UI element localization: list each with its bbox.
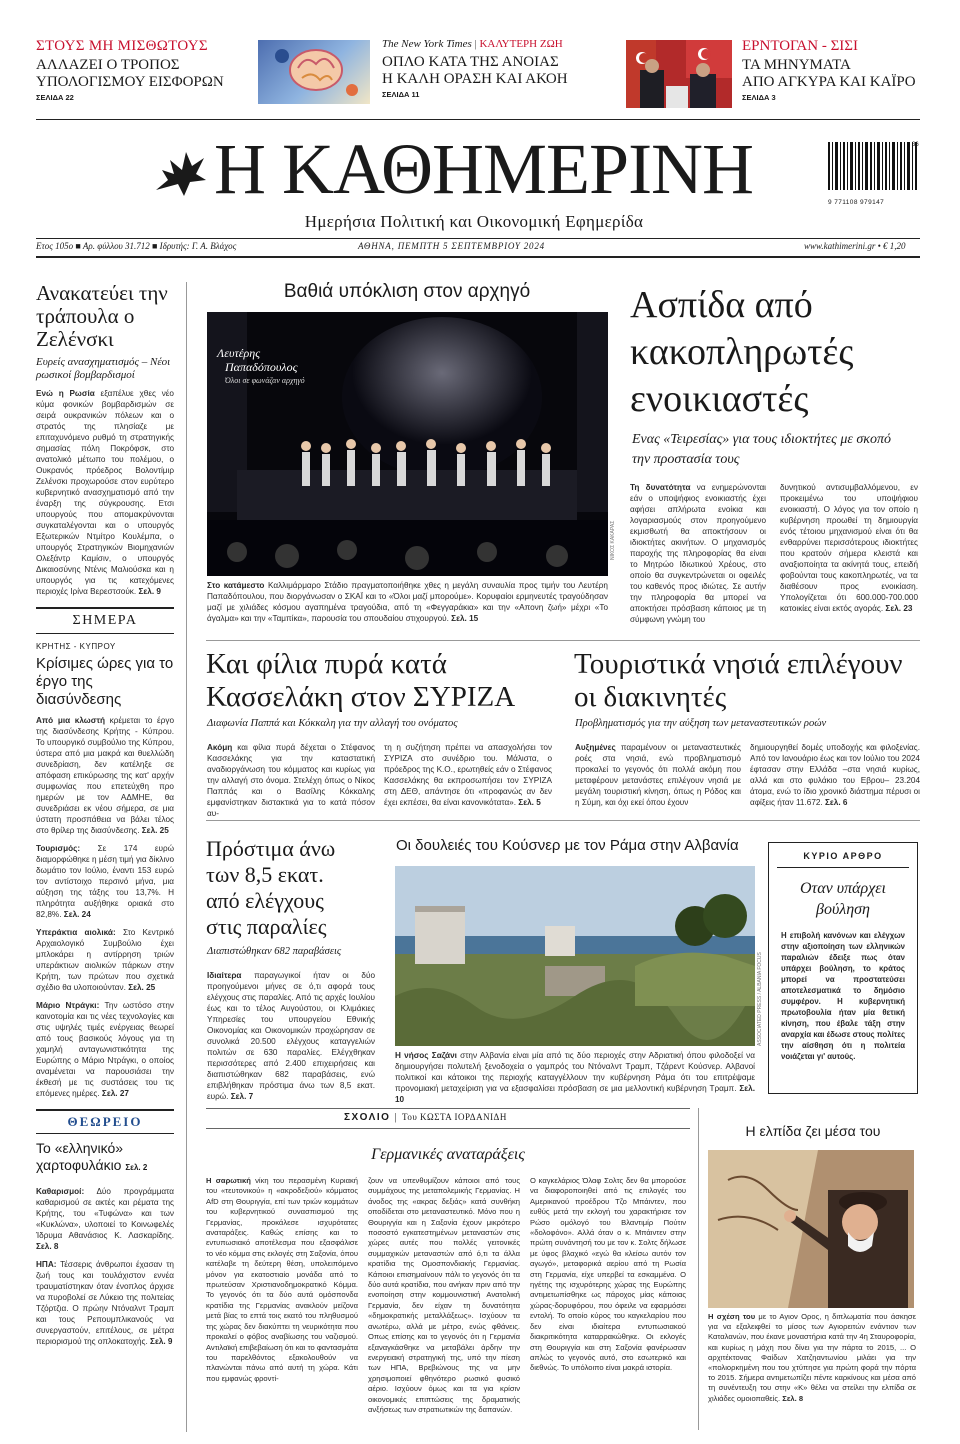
page-reference[interactable]: Σελ. 10 (395, 1084, 755, 1104)
hope-caption: Η σχέση του με το Αγιον Ορος, η διπλωματία που άσκησε για να εξαλειφθεί το μίσος των Αγιορειτών ενάντιον των Καταλανών, που έκανε μοναστήρια κατά την 4η Σταυροφορία, και κυρίως η μάχη που δίνει για την πάρτα το 2015, ... Ο αρχιτέκτονας Φαίδων Χατζηαντωνίου μιλάει για την «πολιορκημένη που του χτύπησε για πρώτη φορά την πόρτα το 2015. Σήμερα αντιμετωπίζει πέντε καρκίνους και μέσα από τη συνέντευξη του στην «Κ» θέλει να στείλει την ελπίδα σε χιλιάδες ομοιοπαθείς. Σελ. 8 (708, 1312, 916, 1403)
comment-headline[interactable]: Γερμανικές αναταράξεις (371, 1146, 525, 1163)
barcode-number: 9 771108 979147 (828, 199, 885, 206)
crete-headline[interactable]: Κρίσιμες ώρες για το έργο της διασύνδεσης (36, 655, 174, 708)
divider (36, 256, 920, 258)
teaser-line: Η ΚΑΛΗ ΟΡΑΣΗ ΚΑΙ ΑΚΟΗ (382, 71, 568, 87)
divider (206, 1128, 690, 1129)
teaser-erdogan[interactable] (742, 38, 932, 110)
comment-col1: Η σαρωτική νίκη του περασμένη Κυριακή του «τευτονικού» η «ακροδεξιού» κόμματος AfD στη Θουριγγία, επί των τριών κομμάτων του κυβερνητικού συνασπισμού της Γερμανίας, προκάλεσε ισχυρότατες αναταράξεις. Καθώς επίσης και το εντυπωσιακό αποτέλεσμα που εξασφάλισε το νέο κόμμα στις εκλογές στη Σαξονία, όπου κατέλαβε τη δεύτερη θέση, υπολειπόμενο μόνον για εκατοστιαίο μονάδα από το πρωτεύσαν Χριστιανοδημοκρατικό Κόμμα. Το γεγονός ότι τα δύο αυτά ομόσπονδα κρατίδια της Γερμανίας ανακλούν μείζονα μετά βίας το επτά τοις εκατό του πληθυσμού της χώρας δεν διακύπτει τη νευρικότητα που προκαλεί ο φόβος αναβίωσης του ναζισμού. Αντιλαϊκή επιβεβαίωση ότι και το φαντασμάτα του παρελθόντος εξακολουθούν να πλανώνται πάνω από αυτή τη χώρα. Κάτι που εμφανώς φροντί- (206, 1176, 358, 1383)
albania-island-photo[interactable] (395, 866, 755, 1046)
concert-overlay-name1: Λευτέρης (217, 346, 261, 360)
concert-headline[interactable]: Βαθιά υπόκλιση στον αρχηγό (283, 281, 531, 302)
tenants-subhead: Ενας «Τειρεσίας» για τους ιδιοκτήτες με σκοπό την προστασία τους (632, 432, 891, 467)
brain-icon (258, 40, 370, 104)
section-divider (36, 633, 174, 634)
divider (36, 238, 920, 239)
barcode-bars (828, 142, 922, 194)
crete-body: Από μια κλωστή κρέμεται το έργο της διασύνδεσης Κρήτης - Κύπρου. Το υπουργικό συμβούλιο της Κύπρου, ύστερα από μια μακρά και θυελλώδη συνεδρίαση, δεν κατέληξε σε απόφαση επικύρωσης της κατ' αρχήν συμφωνίας που επετεύχθη προ ημερών με τον ΑΔΜΗΕ, θα συνεδριάσει εκ νέου σήμερα, σε μια ύστατη προσπάθεια να βάλει τέλος στο θρίλερ της διασύνδεσης. Σελ. 25 (36, 716, 174, 835)
tourism-brief: Τουρισμός: Σε 174 ευρώ διαμορφώθηκε η μέση τιμή για δίκλινο δωμάτιο τον Ιούλιο, έναντι 153 ευρώ τον αντίστοιχο περσινό μήνα, μια αύξηση της τάξης του 13,7%. Η πληρότητα αυξήθηκε οριακά στο 82,8%. Σελ. 24 (36, 844, 174, 919)
brain-illustration (258, 40, 370, 104)
divider (206, 640, 920, 641)
page-reference[interactable]: Σελ. 8 (782, 1393, 804, 1403)
nyt-logo: The New York Times (382, 38, 472, 50)
comment-col3: Ο καγκελάριος Όλαφ Σολτς δεν θα μπορούσε να διαφοροποιηθεί από τις επιλογές του Αμερικανού προέδρου Τζο Μπάιντεν, που ευθύς μετά την εκλογή του χαρακτήρισε τον Ρώσο ομόλογό του Βλαντιμίρ Πούτιν «δολοφόνο». Αλλά όταν ο κ. Μπάιντεν στην πρώτη συνάντησή του με τον κ. Σολτς δήλωσε με ύφος βλαχικό «εγώ θα κλείσω αυτόν τον αγωγό», μεταφορικά αερίου από τη Ρωσία στη Γερμανία, είχε υπερβεί τα εσκαμμένα. Ο ηγέτης της ισχυρότερης χώρας της Ευρώπης αντιμετωπίσθηκε ως πάροχος μίας κάποιας χώρας-δορυφόρου, που όφειλε να εφαρμόσει εντολή. Το οποίο κύρος του καγκελαρίου που δεν είναι ιδιαίτερα εντυπωσιακού διακριτικότητα καταρρακώθηκε. Οι εκλογές στη Θουριγγία και στη Σαξονία φανέρωσαν απλώς το γεγονός αυτό, στο εσωτερικό και διεθνώς. Το υπόλοιπο είναι μακρά ιστορία. (530, 1176, 686, 1373)
column-rule (698, 1108, 699, 1430)
page-reference[interactable]: Σελ. 2 (125, 1163, 148, 1172)
zelenski-subhead: Ευρείς ανασχηματισμός – Νέοι ρωσικοί βομβαρδισμοί (36, 356, 171, 381)
teaser-line: ΤΑ ΜΗΝΥΜΑΤΑ (742, 57, 851, 73)
albania-caption: Η νήσος Σαζάνι στην Αλβανία είναι μία από τις δύο περιοχές στην Αδριατική όπου φιλοδοξεί να δημιουργήσει πολυτελή ξενοδοχεία ο γαμπρός του Ντόναλντ Τραμπ, Τζάρεντ Κούσνερ. Αλβανοί πολιτικοί και κάτοικοι της περιοχής καταγγέλλουν την κυβέρνηση Ράμα ότι του επιτρέψαμε προνομιακή μεταχείριση για να εξασφαλίσει πρόσβαση σε μια μελλοντική κυβέρνηση Τραμπ. Σελ. 10 (395, 1051, 755, 1104)
hope-portrait-photo[interactable] (708, 1150, 914, 1308)
editorial-divider (777, 867, 909, 868)
teaser-line: ΑΛΛΑΖΕΙ Ο ΤΡΟΠΟΣ (36, 57, 180, 73)
comment-label-row: ΣΧΟΛΙΟ | Του ΚΩΣΤΑ ΙΟΡΔΑΝΙΔΗ (344, 1112, 507, 1123)
islands-subhead: Προβληματισμός για την αύξηση των μεταναστευτικών ροών (575, 718, 827, 729)
zelenski-lead: Ενώ η Ρωσία (36, 389, 95, 398)
page-reference[interactable]: Σελ. 24 (63, 910, 91, 919)
section-divider (36, 1133, 174, 1134)
teaser-contributions[interactable] (36, 38, 246, 110)
page-reference[interactable]: Σελ. 25 (141, 826, 169, 835)
concert-stage-graphic (207, 312, 608, 576)
fines-subhead: Διαπιστώθηκαν 682 παραβάσεις (207, 946, 342, 957)
islands-body-col1: Αυξημένες παραμένουν οι μεταναστευτικές ροές στα νησιά, ενώ προβληματισμό προκαλεί το γεγονός ότι πολλά ακόμη που μεταφέρουν μετανάστες επιλέγουν νησιά με μεγάλη τουριστική κίνηση, όπως η Ρόδος και η Σύμη, και όχι εκεί όπου έχουν (575, 743, 741, 807)
concert-overlay-name2: Παπαδόπουλος (225, 360, 298, 374)
teaser-kicker: The New York Times | ΚΑΛΥΤΕΡΗ ΖΩΗ (382, 38, 563, 50)
teaser-dementia[interactable] (382, 38, 602, 110)
usa-brief: ΗΠΑ: Τέσσερις άνθρωποι έχασαν τη ζωή τους και τουλάχιστον εννέα τραυματίστηκαν όταν ένοπλος άρχισε να πυροβολεί σε Λύκειο της πολιτείας Τζόρτζια. Ο πρώην Ντόναλντ Τραμπ και τους Ρεπουμπλικανούς να συνεργαστούν, επιτέλους, σε μέτρα περιορισμού της οπλοκατοχής. Σελ. 9 (36, 1260, 174, 1346)
concert-overlay-quote: Όλοι σε φωνάζαν αρχηγό (225, 376, 305, 385)
islands-body-col2: δημιουργηθεί δομές υποδοχής και φιλοξενίας. Από τον Ιανουάριο έως και τον Ιούλιο του 2024 έφτασαν στην Ελλάδα –στα νησιά κυρίως, αλλά και στο φυλάκιο του Εβρου– 23.204 άτομα, ενώ το ίδιο χρονικό διάστημα πέρυσι οι αφίξεις ήταν 11.672. Σελ. 6 (750, 743, 920, 807)
syriza-headline[interactable]: Και φίλια πυρά κατά Κασσελάκη στον ΣΥΡΙΖΑ (206, 648, 516, 713)
island-landscape (395, 866, 755, 1046)
teaser-kicker: ΕΡΝΤΟΓΑΝ - ΣΙΣΙ (742, 38, 859, 54)
photo-credit: ΝΙΚΟΣ ΚΑΚΑΡΑΣ (610, 520, 616, 560)
teaser-kicker: ΣΤΟΥΣ ΜΗ ΜΙΣΘΩΤΟΥΣ (36, 38, 208, 54)
masthead-logo-bird-icon (148, 140, 210, 200)
hope-headline[interactable]: Η ελπίδα ζει μέσα του (745, 1123, 881, 1139)
page-reference[interactable]: Σελ. 7 (230, 1092, 254, 1101)
tenants-body-col2: δυνητικού αντισυμβαλλόμενου, εν προκειμένω του υποψήφιου ενοικιαστή. Ο λόγος για τον οποίο η κυβέρνηση προωθεί τη δημιουργία ενός τέτοιου μηχανισμού είναι ότι θα ενθαρρύνει περισσότερους ιδιοκτήτες που κρατούν σήμερα κλειστά και αναξιοποίητα τα ακίνητά τους, επειδή φοβούνται τους κακοπληρωτές, να τα διαθέσουν προς ενοικίαση. Υπολογίζεται ότι 600.000-700.000 κατοικίες είναι εκτός αγοράς. Σελ. 23 (780, 483, 918, 613)
concert-photo[interactable] (207, 312, 608, 576)
masthead-title: Η ΚΑΘΗΜΕΡΙΝΗ (214, 129, 754, 209)
barcode (828, 142, 922, 206)
masthead-subtitle: Ημερήσια Πολιτική και Οικονομική Εφημερίδα (304, 212, 644, 231)
islands-headline[interactable]: Τουριστικά νησιά επιλέγουν οι διακινητές (574, 648, 903, 713)
artist-painting-scene (708, 1150, 914, 1308)
page-reference[interactable]: Σελ. 23 (885, 604, 913, 613)
teaser-line: ΥΠΟΛΟΓΙΣΜΟΥ ΕΙΣΦΟΡΩΝ (36, 74, 224, 90)
concert-caption: Στο κατάμεστο Καλλιμάρμαρο Στάδιο πραγματοποιήθηκε χθες η μεγάλη συναυλία προς τιμήν του Λευτέρη Παπαδόπουλου, που διοργάνωσαν ο ΣΚΑΪ και το «Όλοι μαζί μπορούμε». Κορυφαίοι ερμηνευτές τραγούδησαν μαζί με χιλιάδες κόσμου αγαπημένα τραγούδια, από τη «Φεγγαράκια» και την «Απονη ζωή» μέχρι «Το άγαλμα» και την «Ταμπίκα», παρουσία του σπουδαίου στιχουργού. Σελ. 15 (207, 581, 608, 623)
zelenski-headline[interactable]: Ανακατεύει την τράπουλα ο Ζελένσκι (36, 281, 168, 351)
divider (36, 119, 920, 120)
editorial-body: Η επιβολή κανόνων και ελέγχων στην αξιοποίηση των ελληνικών παραλιών έδειξε πως όταν υπάρχει βούληση, το κράτος μπορεί να προστατεύσει αποτελεσματικά το δημόσιο συμφέρον. Η κυβερνητική πρωτοβουλία ήταν μία θετική κίνηση, που έβαλε τάξη στην αναρχία και έδωσε στους πολίτες την αίσθηση ότι η πολιτεία νοιάζεται γι' αυτούς. (781, 931, 905, 1061)
divider (206, 1108, 690, 1109)
editorial-label: ΚΥΡΙΟ ΑΡΘΡΟ (803, 851, 883, 861)
teaser-page: ΣΕΛΙΔΑ 3 (742, 93, 776, 102)
theorio-headline[interactable]: Το «ελληνικό» χαρτοφυλάκιο Σελ. 2 (36, 1140, 148, 1173)
page-reference[interactable]: Σελ. 9 (150, 1337, 173, 1346)
page-reference[interactable]: Σελ. 15 (451, 614, 479, 623)
editorial-headline[interactable]: Οταν υπάρχει βούληση (799, 880, 886, 918)
albania-headline[interactable]: Οι δουλειές του Κούσνερ με τον Ράμα στην Αλβανία (396, 837, 739, 854)
divider (206, 820, 920, 821)
section-divider (36, 1109, 174, 1111)
syriza-body-col1: Ακόμη και φίλια πυρά δέχεται ο Στέφανος Κασσελάκης για την καταστατική αναδιοργάνωση του κόμματος και κυρίως για την αλλαγή στο όνομα. Στελέχη όπως ο Νίκος Παππάς και ο Βασίλης Κόκκαλης εμφανίστηκαν διστακτικά για το κατά πόσον αυ- (207, 743, 375, 818)
dateline-left: Ετος 105ο ■ Αρ. φύλλου 31.712 ■ Ιδρυτής: Γ. Α. Βλάχος (36, 241, 237, 251)
theorio-label: ΘΕΩΡΕΙΟ (67, 1114, 143, 1129)
barcode-issue: 36 (912, 142, 919, 148)
wind-parks-brief: Υπεράκτια αιολικά: Στο Κεντρικό Αρχαιολογικό Συμβούλιο έχει μπλοκάρει η αντίρρηση τριών υπεράκτιων αιολικών πάρκων στην Κρήτη, των πρώτων που σχετικά σχέδιο θα υλοποιούνταν. Σελ. 25 (36, 928, 174, 992)
crete-kicker: ΚΡΗΤΗΣ - ΚΥΠΡΟΥ (36, 642, 116, 651)
column-rule (186, 282, 187, 1432)
editorial-box (768, 842, 918, 1094)
cleanup-brief: Καθαρισμοί: Δύο προγράμματα καθαρισμού σε ακτές και ρέματα της Κρήτης, του «Τυφώνα» και των «Κυκλώνα», υλοποιεί το Κοινωφελές Ίδρυμα Αθανάσιος Κ. Λασκαρίδης. Σελ. 8 (36, 1187, 175, 1251)
page-reference[interactable]: Σελ. 5 (518, 798, 541, 807)
page-reference[interactable]: Σελ. 25 (128, 983, 156, 992)
dateline-center: ΑΘΗΝΑ, ΠΕΜΠΤΗ 5 ΣΕΠΤΕΜΒΡΙΟΥ 2024 (358, 241, 545, 251)
comment-col2: ζουν να υπενθυμίζουν κάποιοι από τους συμμάχους της μεταπολεμικής Γερμανίας. Η άνοδος της «ακρας δεξιάς» κατά συνθήκη οποδίδεται στο μεταναστευτικό. Μόνο που η Θουριγγία και η Σαξονία έχουν μικρότερο ποσοστό εγκατεστημένων μεταναστών στις χώρες αυτές που πολλές γειτονικές συμμαχικών μεταναστών από ό,τι τα άλλα κρατίδια της Ομοσπονδιακής Γερμανίας. Κάποιοι επισημαίνουν πάλι το γεγονός ότι τα δύο αυτά κρατίδια, που ανήκαν πριν από την ενοποίηση στην κομμουνιστική Ανατολική Γερμανία, δεν είχαν τη δυνατότητα «δημοκρατικής μεταλλάξεως». Ισχύουν τα ανωτέρω, αλλά με μέτρο, ενώς φθάνεις. Οπως επίσης και το γεγονός ότι η Γερμανία εξαναγκάσθηκε να μεταβάλει άρδην την ενεργειακή στρατηγική της, υπό την πίεση των ΗΠΑ, Βρεβιώνους της να μην χρησιμοποιεί φθηνότερο ρωσικό φυσικό αέριο. Ισχύουν όμως και τα για κρίσιν οικονομικές επιπτώσεις της δραματικής ανξήσεως των στρατιωτικών της δαπανών. (368, 1176, 520, 1414)
fines-headline[interactable]: Πρόστιμα άνω των 8,5 εκατ. από ελέγχους στις παραλίες (206, 836, 336, 939)
left-column (36, 282, 174, 1347)
page-reference[interactable]: Σελ. 6 (824, 798, 848, 807)
teaser-line: ΑΠΟ ΑΓΚΥΡΑ ΚΑΙ ΚΑΪΡΟ (742, 74, 916, 90)
draghi-brief: Μάριο Ντράγκι: Την ωστόσο στην καινοτομία και τις νέες τεχνολογίες και στις υψηλές τιμές ενέργειας θεωρεί από τους βασικούς λόγους για τη χαμηλή ανταγωνιστικότητα της Ευρώπης ο Μάριο Ντράγκι, ο οποίος αναμένεται να παρουσιάσει την έκθεσή με τις συστάσεις του τις επόμενες ημέρες. Σελ. 27 (36, 1001, 174, 1098)
photo-credit: ASSOCIATED PRESS / ALBANIA FOCUS (757, 952, 763, 1046)
section-divider (36, 607, 174, 609)
teaser-kicker-section: ΚΑΛΥΤΕΡΗ ΖΩΗ (479, 38, 563, 50)
teaser-page: ΣΕΛΙΔΑ 11 (382, 90, 420, 99)
comment-author: Του ΚΩΣΤΑ ΙΟΡΔΑΝΙΔΗ (401, 1112, 507, 1122)
teaser-page: ΣΕΛΙΔΑ 22 (36, 93, 74, 102)
page-reference[interactable]: Σελ. 9 (138, 587, 161, 596)
page-reference[interactable]: Σελ. 27 (101, 1089, 129, 1098)
comment-label: ΣΧΟΛΙΟ (344, 1112, 391, 1123)
syriza-subhead: Διαφωνία Παππά και Κόκκαλη για την αλλαγή του ονόματος (207, 718, 458, 729)
page-reference[interactable]: Σελ. 8 (36, 1242, 59, 1251)
syriza-body-col2: τη η συζήτηση πρέπει να απασχολήσει τον ΣΥΡΙΖΑ στο συνέδριο του. Μάλιστα, ο πρόεδρος της Κ.Ο., ερωτηθείς εάν ο Στέφανος Κασσελάκης θα εκπροσωπήσει τον ΣΥΡΙΖΑ στη ΔΕΘ, απάντησε ότι «προφανώς αν δεν έχει εκπέσει, θα είναι κανονικότατα». Σελ. 5 (384, 743, 552, 807)
fines-body: Ιδιαίτερα παραγωγικοί ήταν οι δύο προηγούμενοι μήνες σε ό,τι αφορά τους ελέγχους στις παραλίες. Από τις αρχές Ιουλίου έως και το τέλος Αυγούστου, οι Κλιμάκιες Υπηρεσίες του υπουργείου Εθνικής Οικονομίας και Οικονομικών προχώρησαν σε συνολικά 20.500 ελέγχους καταγγελιών πολιτών σε 630 παραλίες. Ελέγχθηκαν περισσότερες από 2.400 επιχειρήσεις και διαπιστώθηκαν 682 παραβάσεις, ενώ επιβλήθηκαν πρόστιμα άνω των 8,5 εκατ. ευρώ. Σελ. 7 (207, 971, 375, 1101)
tenants-body-col1: Τη δυνατότητα να ενημερώνονται εάν ο υποψήφιος ενοικιαστής έχει αφήσει απλήρωτα ενοίκια και λογαριασμούς στον προηγούμενο εκμισθωτή θα αποκτήσουν οι ιδιοκτήτες ακινήτων. Ο μηχανισμός παροχής της πληροφορίας θα είναι το Μητρώο Ιδιωτικού Χρέους, στο οποίο θα συγκεντρώνεται οι οφειλές του καθενός προς ιδιώτες. Σε αυτήν την πληροφορία θα μπορεί να αποκτήσει πρόσβαση κάποιος με τη σύμφωνη γνώμη του (630, 483, 766, 624)
zelenski-body: Ενώ η Ρωσία εξαπέλυε χθες νέο κύμα φονικών βομβαρδισμών σε σειρά ουκρανικών πόλεων και ο στρατός της πλησίαζε με επιταχυνόμενο ρυθμό τη στρατηγικής σημασίας πόλη Ποκρόφσκ, στο ανατολικό μέτωπο του πολέμου, ο Ουκρανός πρόεδρος Βολοντίμιρ Ζελένσκι προχωρούσε στον ευρύτερο κυβερνητικό ανασχηματισμό από την έναρξη της σύγκρουσης. Ετσι υπουργούς που απομακρύνονται συγκαταλέγονται και ο υπουργός Εξωτερικών Ντμίτρο Κουλέμπα, ο υπουργός Στρατηγικών Βιομηχανιών Ολεξάντρ Καμίσιν, ο υπουργός Δικαιοσύνης Ντένις Μαλιούσκα και η υπουργός για τις κατεχόμενες περιοχές Ιρίνα Βερεστσούκ. Σελ. 9 (36, 389, 174, 596)
tenants-headline[interactable]: Ασπίδα από κακοπληρωτές ενοικιαστές (630, 284, 854, 420)
erdogan-sisi-photo (626, 40, 732, 108)
teaser-line: ΟΠΛΟ ΚΑΤΑ ΤΗΣ ΑΝΟΙΑΣ (382, 54, 559, 70)
today-label: ΣΗΜΕΡΑ (72, 613, 138, 628)
dateline-right: www.kathimerini.gr • € 1,20 (804, 241, 906, 251)
